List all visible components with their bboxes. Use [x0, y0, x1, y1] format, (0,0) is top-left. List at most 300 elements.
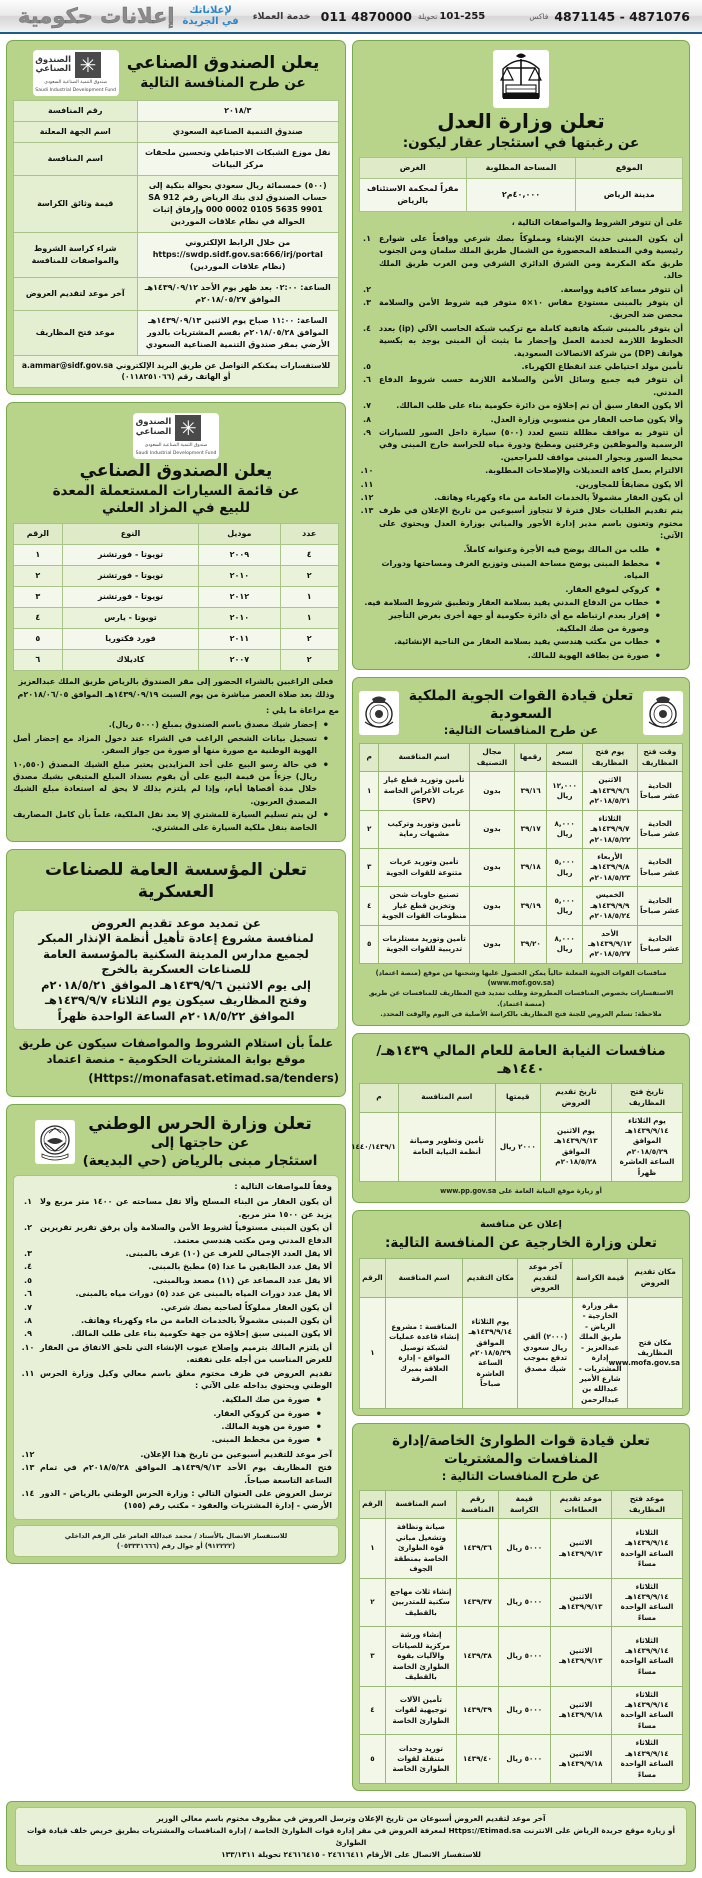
cell-type: فورد فكتوريا — [62, 628, 199, 649]
emergency-forces-card — [352, 1423, 690, 1791]
table-row — [360, 848, 683, 886]
cell-open-time: الحادية عشر صباحاً — [637, 772, 682, 810]
list-item: ١٣. فتح المظاريف يوم الأحد ١٤٣٩/٩/١٣هـ الموافق ٢٠١٨/٥/٢٨م في تمام الساعة التاسعة صباحاً. — [21, 1463, 333, 1485]
sidf-tender-label: موعد فتح المظاريف — [14, 311, 138, 356]
col-header-model: موديل — [199, 523, 280, 544]
list-item: ١٠. أن يلتزم المالك بترميم وإصلاح عيوب الإنشاء التي تلحق الاتفاق من العقار للغرض المناسب من أجله على نفقته. — [21, 1342, 332, 1365]
col-header-type: النوع — [62, 523, 199, 544]
sidf-tender-value: (٥٠٠) خمسمائة ريال سعودي بحوالة بنكية إلى حساب الصندوق لدى بنك الرياض رقم SA 912 000 0002 0105 5635 9901 وإرفاق إثبات الحوالة في نظام علاقات الموردين — [137, 176, 339, 233]
page-footer — [6, 1801, 696, 1872]
cell-open-time: الحادية عشر صباحاً — [637, 925, 682, 963]
sidf-logo-ar-line2: الصناعي — [135, 426, 172, 437]
extension-number: 101-255 — [439, 10, 486, 22]
sidf-auction-table — [13, 523, 339, 671]
list-item: ٦. أن تتوفر فيه جميع وسائل الأمن والسلامة اللازمة حسب شروط الدفاع المدني. — [363, 375, 683, 397]
cell-open-date: يوم الثلاثاء ١٤٣٩/٩/١٤هـ الموافق ٢٠١٨/٥/٢٩م الساعة العاشرة ظهراً — [611, 1112, 682, 1182]
cell-idx: ١ — [360, 1297, 386, 1408]
military-industries-title: تعلن المؤسسة العامة للصناعات العسكرية — [44, 860, 308, 902]
col-header-name: اسم المنافسة — [385, 1258, 463, 1297]
cell-booklet-value: مقر وزارة الخارجية - الرياض - طريق الملك عبدالعزيز - إدارة المشتريات - شارع الأمير عبدالله بن عبدالرحمن — [573, 1297, 628, 1408]
ng-intro: وفقاً للمواصفات التالية : — [234, 1181, 332, 1191]
sidf-tender-label: اسم المنافسة — [14, 143, 138, 176]
col-header-tender-no: رقم المنافسة — [456, 1490, 498, 1518]
left-column — [352, 40, 690, 1791]
sidf-tender-value: من خلال الرابط الإلكتروني https://swdp.sidf.gov.sa:666/irj/portal (نظام علاقات الموردين) — [137, 233, 339, 278]
mi-note1: علماً بأن استلام الشروط والمواصفات سيكون عن طريق — [18, 1036, 334, 1051]
col-header-count: عدد — [280, 523, 339, 544]
sidf-tender-label: رقم المنافسة — [14, 101, 138, 122]
mi-line1: عن تمديد موعد تقديم العروض — [91, 915, 261, 930]
cell-open-date: الثلاثاء ١٤٣٩/٩/١٤هـ الساعة الواحدة مساءً — [611, 1735, 682, 1784]
national-guard-attachments — [20, 1394, 332, 1447]
sidf-auction-subtitle1: عن قائمة السيارات المستعملة المعدة — [52, 482, 300, 499]
col-header-idx: الرقم — [360, 1490, 386, 1518]
ef-subtitle: عن طرح المنافسات التالية : — [441, 1469, 601, 1484]
sidf-tender-label: قيمة وثائق الكراسة — [14, 176, 138, 233]
cell-submit-date: الاثنين ١٤٣٩/٩/١٨هـ — [550, 1686, 611, 1735]
cell-number: ٣٩/١٧ — [515, 810, 547, 848]
table-row — [360, 1735, 683, 1784]
table-row — [360, 1686, 683, 1735]
masthead-title: إعلانات حكومية — [18, 4, 175, 28]
sidf-auction-logo — [133, 413, 219, 459]
cell-price: ٨,٠٠٠ ريال — [547, 810, 583, 848]
justice-emblem-icon — [493, 50, 549, 108]
rsaf-header — [359, 684, 683, 743]
customer-service-label: خدمة العملاء — [252, 10, 311, 22]
table-row — [360, 1627, 683, 1686]
cell-idx: ١٤٤٠/١٤٣٩/١ — [360, 1112, 399, 1182]
sidf-tender-table — [13, 100, 339, 388]
col-header-name: اسم المنافسة — [379, 743, 469, 771]
sidf-auction-subtitle2: للبيع في المزاد العلني — [101, 500, 251, 517]
cell-price: ١٢,٠٠٠ ريال — [547, 772, 583, 810]
cell-idx: ١ — [360, 772, 379, 810]
justice-subtitle: عن رغبتها في استئجار عقار ليكون: — [402, 134, 640, 151]
list-item: ١١. ألا يكون مضايقاً للمجاورين. — [360, 479, 683, 489]
cell-number: ٣٩/١٩ — [515, 887, 547, 925]
col-header-open-date: تاريخ فتح المظاريف — [611, 1084, 682, 1112]
col-header-name: اسم المنافسة — [385, 1490, 456, 1518]
national-guard-deadlines — [20, 1449, 332, 1513]
cell-model: ٢٠١٠ — [199, 565, 280, 586]
justice-conditions — [359, 233, 683, 542]
cell-number: ٤ — [14, 607, 63, 628]
cell-idx: ٢ — [360, 1578, 386, 1627]
table-row — [14, 628, 339, 649]
list-item: ٧. أن يكون العقار مملوكاً لصاحبه بصك شرعي. — [24, 1302, 332, 1312]
col-header-submit-place: مكان التقديم — [463, 1258, 518, 1297]
cell-name: تأمين وتوريد وتركيب مشبهات رماية — [379, 810, 469, 848]
table-row — [360, 179, 683, 212]
cell-name: تأمين وتوريد قطع غيار عربات الأغراض الخاصة (SPV) — [379, 772, 469, 810]
table-row — [14, 544, 339, 565]
table-row — [14, 233, 339, 278]
table-row — [14, 278, 339, 311]
col-header-class: مجال التصنيف — [469, 743, 514, 771]
cell-number: ٢ — [14, 565, 63, 586]
table-header-row — [14, 523, 339, 544]
table-header-row — [360, 1490, 683, 1518]
cell-purpose: مقراً لمحكمة الاستئناف بالرياض — [360, 179, 467, 212]
cell-deadline: (٢٠٠٠) ألفي ريال سعودي تدفع بموجب شيك مصدق — [518, 1297, 573, 1408]
table-row — [14, 649, 339, 670]
sidf-tender-header — [13, 47, 339, 100]
cell-price: ٨,٠٠٠ ريال — [547, 925, 583, 963]
sidf-tender-title: يعلن الصندوق الصناعي — [126, 53, 320, 74]
cell-class: بدون — [469, 887, 514, 925]
sidf-auction-card — [6, 402, 346, 842]
list-item: ٣. ألا يقل العدد الإجمالي للغرف عن (١٠) غرف بالمبنى. — [24, 1249, 332, 1259]
ng-contact-line1: (٩١٢٢٢٢) أو جوال رقم (٠٥٣٣٣١٦٦٦) — [116, 1542, 236, 1551]
table-header-row — [360, 1084, 683, 1112]
military-industries-body — [13, 910, 339, 1031]
cell-type: كاديلاك — [62, 649, 199, 670]
cell-submit-date: الاثنين ١٤٣٩/٩/١٣هـ — [550, 1627, 611, 1686]
foreign-ministry-table — [359, 1258, 683, 1410]
rsaf-note2: الاستفسارات بخصوص المنافسات المطروحة وطلب تمديد فتح المظاريف للمنافسات عن طريق (منصة اعتماد). — [368, 989, 674, 1008]
list-item: • صورة من كروكي العقار. — [20, 1408, 322, 1420]
cell-count: ٢ — [280, 565, 339, 586]
col-header-purpose: الغرض — [360, 158, 467, 179]
list-item: • صورة من مخطط المبنى. — [20, 1434, 322, 1446]
col-header-location: الموقع — [576, 158, 683, 179]
rsaf-note1: منافسات القوات الجوية المعلنة حالياً يمكن الحصول عليها وشحنها من موقع (منصة اعتماد) (www.mof.gov.sa) — [375, 968, 667, 988]
cell-idx: ٥ — [360, 1735, 386, 1784]
cell-class: بدون — [469, 848, 514, 886]
footer-line1: آخر موعد لتقديم العروض أسبوعان من تاريخ الإعلان وترسل العروض في مظروف مختوم باسم معالي الوزير — [156, 1814, 546, 1824]
list-item: ١. أن يكون العقار من البناء المسلح وألا تقل مساحته عن ١٤٠٠ متر مربع ولا يزيد عن ١٥٠٠ متر مربع. — [24, 1197, 332, 1219]
right-column — [6, 40, 346, 1791]
list-item: ١٤. ترسل العروض على العنوان التالي : وزارة الحرس الوطني بالرياض - الدور الأرضي - إدارة المشتريات والعقود - مكتب رقم (١٥٥) — [21, 1489, 332, 1511]
rsaf-card — [352, 677, 690, 1026]
list-item: ٦. ألا يقل عدد دورات المياه بالمبنى عن عدد (٥) دورات مياه بالمبنى. — [24, 1289, 332, 1299]
ng-contact-label: للاستفسار الاتصال بالأستاذ / محمد عبدالله العامر على الرقم الداخلي — [64, 1531, 288, 1540]
prosecution-footer[interactable]: أو زيارة موقع النيابة العامة على www.pp.gov.sa — [440, 1187, 602, 1196]
military-industries-card — [6, 849, 346, 1097]
list-item: ٣. أن يتوفر بالمبنى مستودع مقاس ١٠×٥ متوفر فيه شروط الأمن والسلامة محصن ضد الحريق. — [363, 298, 683, 320]
cell-submit-place: يوم الثلاثاء ١٤٣٩/٩/١٤هـ الموافق ٢٠١٨/٥/٢٩م الساعة العاشرة صباحاً — [463, 1297, 518, 1408]
table-row — [360, 1519, 683, 1578]
cell-open-date: الثلاثاء ١٤٣٩/٩/١٤هـ الساعة الواحدة مساءً — [611, 1627, 682, 1686]
cell-class: بدون — [469, 772, 514, 810]
fm-eyebrow: إعلان عن منافسة — [480, 1219, 562, 1231]
sidf-logo-caption-ar: صندوق التنمية الصناعية السعودي — [144, 442, 208, 448]
foreign-ministry-card — [352, 1210, 690, 1416]
table-row — [360, 925, 683, 963]
cell-number: ١ — [14, 544, 63, 565]
list-item: • خطاب من مكتب هندسي يفيد بسلامة العقار من الناحية الإنشائية. — [359, 636, 661, 648]
cell-idx: ٤ — [360, 887, 379, 925]
cell-count: ٢ — [280, 628, 339, 649]
cell-open-day: الأحد ١٤٣٩/٩/١٢هـ ٢٠١٨/٥/٢٧م — [582, 925, 637, 963]
table-row — [14, 101, 339, 122]
cell-model: ٢٠١١ — [199, 628, 280, 649]
justice-conditions-intro: على أن تتوفر الشروط والمواصفات التالية ، — [511, 218, 683, 228]
cell-count: ١ — [280, 586, 339, 607]
prosecution-table — [351, 1083, 683, 1182]
list-item: • إقرار بعدم ارتباطه مع أي دائرة حكومية أو جهة أخرى بغرض التأجير وصورة من صك الملكية. — [359, 610, 661, 635]
sidf-auction-notes — [13, 719, 339, 834]
list-item: • تسجيل بيانات الشخص الراغب في الشراء عند دخول المزاد مع إحضار أصل الهوية الوطنية مع صورة منها أو صورة من جواز السفر. — [13, 733, 329, 758]
list-item: • طلب من المالك يوضح فيه الأجرة وعنوانه كاملاً. — [359, 544, 661, 556]
sidf-logo-caption-ar: صندوق التنمية الصناعية السعودي — [44, 80, 108, 85]
cell-type: تويوتا - فورتشنر — [62, 544, 199, 565]
fax-number: 4871145 - 4871076 — [554, 8, 690, 24]
col-header-submit-date: تاريخ تقديم العروض — [540, 1084, 611, 1112]
table-header-row — [360, 1258, 683, 1297]
cell-open-date: الثلاثاء ١٤٣٩/٩/١٤هـ الساعة الواحدة مساءً — [611, 1686, 682, 1735]
cell-value: ٢٠٠٠ ريال — [495, 1112, 540, 1182]
list-item: ٨. أن يكون المبنى مشمولاً بالخدمات العامة من ماء وكهرباء وهاتف. — [24, 1315, 332, 1325]
list-item: ١٣. يتم تقديم الطلبات خلال فترة لا تتجاوز أسبوعين من تاريخ الإعلان في ظرف مختوم وتعنون باسم مدير إدارة الأجور والمباني بوزارة العدل ويحتوي على الآتي: — [360, 506, 683, 541]
ef-title: تعلن قيادة قوات الطوارئ الخاصة/إدارة المنافسات والمشتريات — [392, 1433, 650, 1467]
sidf-tender-subtitle: عن طرح المنافسة التالية — [140, 75, 306, 92]
cell-name: تصنيع حاويات شحن وتخزين قطع غيار منظومات القوات الجوية — [379, 887, 469, 925]
col-header-number: رقمها — [515, 743, 547, 771]
rsaf-title: تعلن قيادة القوات الجوية الملكية السعودية — [408, 687, 634, 723]
cell-tender-no: ١٤٣٩/٣٨ — [456, 1627, 498, 1686]
col-header-open-time: وقت فتح المظاريف — [637, 743, 682, 771]
cell-idx: ٥ — [360, 925, 379, 963]
col-header-number: الرقم — [14, 523, 63, 544]
cell-name: تأمين وتطوير وصيانة أنظمة النيابة العامة — [398, 1112, 495, 1182]
sidf-tender-label: آخر موعد لتقديم العروض — [14, 278, 138, 311]
mi-line2: لمنافسة مشروع إعادة تأهيل أنظمة الإنذار المبكر لجميع مدارس المدينة السكنية بالمؤسسة العامة للصناعات العسكرية بالخرج — [38, 931, 314, 977]
prosecution-card — [352, 1033, 690, 1203]
mi-note3[interactable]: (Https://monafasat.etimad.sa/tenders) — [88, 1071, 339, 1086]
list-item: ٨. وألا يكون صاحب العقار من منسوبي وزارة العدل. — [363, 414, 683, 424]
table-row — [14, 356, 339, 388]
cell-number: ٣٩/١٨ — [515, 848, 547, 886]
sidf-auction-intro: فعلى الراغبين بالشراء الحضور إلى مقر الصندوق بالرياض طريق الملك عبدالعزيز وذلك بعد صلاة العصر مباشرة من يوم السبت ١٤٣٩/٠٩/١٩هـ الموافق ٢٠١٨/٠٦/٠٥م — [17, 676, 335, 699]
national-guard-conditions — [20, 1196, 332, 1392]
cell-submit-date: الاثنين ١٤٣٩/٩/١٣هـ — [550, 1519, 611, 1578]
cell-number: ٣٩/٢٠ — [515, 925, 547, 963]
cell-number: ٣٩/١٦ — [515, 772, 547, 810]
footer-line3: للاستفسار الاتصال على الأرقام ٢٤٦١٦٤١١ - ٢٤٦١٦٤١٥ تحويلة ١٣٣/١٣١١ — [221, 1849, 481, 1859]
cell-count: ١ — [280, 607, 339, 628]
list-item: ١٠. الالتزام بعمل كافة التعديلات والإصلاحات المطلوبة. — [360, 466, 683, 476]
col-header-deadline: آخر موعد لتقديم العروض — [518, 1258, 573, 1297]
sidf-logo-ar-line2: الصناعي — [35, 64, 72, 74]
cell-type: تويوتا - فورتشنر — [62, 586, 199, 607]
table-row — [14, 176, 339, 233]
sidf-tender-label: اسم الجهة المعلنة — [14, 122, 138, 143]
col-header-submit-date: موعد تقديم العطاءات — [550, 1490, 611, 1518]
cell-open-date: الثلاثاء ١٤٣٩/٩/١٤هـ الساعة الواحدة مساءً — [611, 1578, 682, 1627]
sidf-tender-card — [6, 40, 346, 395]
list-item: ٥. ألا يقل عدد المصاعد عن (١١) مصعد وبالمبنى. — [24, 1275, 332, 1285]
list-item: • إحضار شيك مصدق باسم الصندوق بمبلغ (٥٠٠٠ ريال). — [13, 719, 329, 731]
cell-type: تويوتا - فورتشنر — [62, 565, 199, 586]
sidf-tender-label: شراء كراسة الشروط والمواصفات للمنافسة — [14, 233, 138, 278]
table-row — [14, 143, 339, 176]
sidf-logo — [33, 50, 119, 96]
table-row — [360, 1112, 683, 1182]
extension-label: تحويلة — [417, 11, 438, 21]
cell-submit-date: الاثنين ١٤٣٩/٩/١٨هـ — [550, 1735, 611, 1784]
national-guard-contact — [13, 1525, 339, 1557]
cell-idx: ٢ — [360, 810, 379, 848]
cell-tender-no: ١٤٣٩/٤٠ — [456, 1735, 498, 1784]
sidf-logo-ar-line1: الصندوق — [135, 417, 172, 428]
sidf-logo-ar-line1: الصندوق — [35, 54, 72, 65]
list-item: ١. أن يكون المبنى حديث الإنشاء ومملوكاً بصك شرعي وواقعاً على شوارع رئيسية وفي المنطقة المحصورة من الشمال طريق الملك سلمان ومن الجنوب طريق مكة المكرمة ومن الشرق الدائري الشرقي ومن الغرب طريق الملك خالد. — [363, 234, 683, 281]
table-row — [360, 772, 683, 810]
rsaf-emblem-icon-right — [359, 691, 399, 735]
cell-booklet-value: ٥٠٠٠ ريال — [498, 1519, 550, 1578]
list-item: ٤. أن يتوفر بالمبنى شبكة هاتفية كاملة مع تركيب شبكة الحاسب الآلي (ip) بعدد الخطوط اللازمة لخدمة العمل وإحضار ما يثبت أن المبنى يوجد به بكسية هواتف (DP) من شركة الاتصالات السعودية. — [363, 323, 683, 358]
list-item: ٢. أن تتوفر مساعد كافية وواسعة. — [363, 284, 683, 294]
cell-open-day: الثلاثاء ١٤٣٩/٩/٧هـ ٢٠١٨/٥/٢٢م — [582, 810, 637, 848]
fm-website[interactable]: www.mofa.gov.sa — [608, 1358, 680, 1368]
cell-class: بدون — [469, 925, 514, 963]
list-item: ٥. تأمين مولد احتياطي عند انقطاع الكهرباء. — [363, 362, 683, 371]
table-header-row — [360, 743, 683, 771]
prosecution-title: منافسات النيابة العامة للعام المالي ١٤٣٩هـ/١٤٤٠هـ — [376, 1043, 666, 1077]
emergency-forces-table — [359, 1490, 683, 1784]
cell-count: ٤ — [280, 544, 339, 565]
national-guard-headline: استئجار مبنى بالرياض (حي البديعة) — [82, 1152, 318, 1169]
justice-table — [359, 157, 683, 212]
masthead-subtitle-line2: في الجريدة — [182, 16, 239, 27]
cell-model: ٢٠٠٩ — [199, 544, 280, 565]
mi-note2: موقع بوابة المشتريات الحكومية - منصة اعتماد — [46, 1051, 306, 1066]
cell-open-time: الحادية عشر صباحاً — [637, 810, 682, 848]
table-row — [14, 586, 339, 607]
list-item: • لن يتم تسليم السيارة للمشتري إلا بعد نقل الملكية، علماً بأن كامل المصاريف الخاصة بنقل ملكية السيارة على المشتري. — [13, 809, 329, 834]
cell-name: تأمين وتوريد مستلزمات تدريبية للقوات الجوية — [379, 925, 469, 963]
cell-booklet-value: ٥٠٠٠ ريال — [498, 1686, 550, 1735]
table-row — [14, 122, 339, 143]
table-row — [360, 887, 683, 925]
cell-name: صيانة ونظافة وتشغيل مباني قوة الطوارئ الخاصة بمنطقة الجوف — [385, 1519, 456, 1578]
justice-title: تعلن وزارة العدل — [437, 109, 605, 133]
cell-submit-date: الاثنين ١٤٣٩/٩/١٣هـ — [550, 1578, 611, 1627]
cell-number: ٦ — [14, 649, 63, 670]
cell-tender-no: ١٤٣٩/٣٦ — [456, 1519, 498, 1578]
table-header-row — [360, 158, 683, 179]
cell-booklet-value: ٥٠٠٠ ريال — [498, 1578, 550, 1627]
cell-open-day: الخميس ١٤٣٩/٩/٩هـ ٢٠١٨/٥/٢٤م — [582, 887, 637, 925]
justice-card — [352, 40, 690, 670]
cell-idx: ٤ — [360, 1686, 386, 1735]
sidf-tender-value: صندوق التنمية الصناعية السعودي — [137, 122, 339, 143]
table-row — [14, 311, 339, 356]
cell-class: بدون — [469, 810, 514, 848]
list-item: • صورة من بطاقة الهوية للمالك. — [359, 650, 661, 662]
rsaf-emblem-icon-left — [643, 691, 683, 735]
cell-name: توريد وحدات متنقلة لقوات الطوارئ الخاصة — [385, 1735, 456, 1784]
cell-open-day: الاثنين ١٤٣٩/٩/٦هـ ٢٠١٨/٥/٢١م — [582, 772, 637, 810]
list-item: ٢. أن يكون المبنى مستوفياً لشروط الأمن والسلامة وأن يرفق تقرير تقريرين الدفاع المدني ومن مكتب هندسي معتمد. — [24, 1223, 332, 1245]
masthead — [0, 0, 702, 34]
sidf-tender-value: نقل موزع الشبكات الاحتياطي وتحسين ملحقات مركز البيانات — [137, 143, 339, 176]
masthead-subtitle — [175, 5, 247, 27]
list-item: ٤. ألا يقل عدد الطابقين ما عدا (٥) مطبخ بالمبنى. — [24, 1262, 332, 1272]
sidf-tender-value: ٢٠١٨/٣ — [137, 101, 339, 122]
cell-price: ٥,٠٠٠ ريال — [547, 887, 583, 925]
national-guard-subtitle: عن حاجتها إلى — [150, 1135, 250, 1152]
list-item: ٩. ألا يكون المبنى سبق إخلاؤه من جهة حكومية بناء على طلب المالك. — [24, 1329, 332, 1339]
list-item: • صورة من هوية المالك. — [20, 1421, 322, 1433]
national-guard-card — [6, 1104, 346, 1565]
cell-open-time: الحادية عشر صباحاً — [637, 887, 682, 925]
col-header-name: اسم المنافسة — [398, 1084, 495, 1112]
sidf-tender-value: الساعة: ٠٢:٠٠ بعد ظهر يوم الأحد ١٤٣٩/٠٩/١٢هـ الموافق ٢٠١٨/٠٥/٢٧م — [137, 278, 339, 311]
national-guard-header — [13, 1111, 339, 1175]
national-guard-body — [13, 1175, 339, 1520]
cell-name: تأمين الآلات توجيهية لقوات الطوارئ الخاصة — [385, 1686, 456, 1735]
cell-model: ٢٠١٠ — [199, 607, 280, 628]
cell-location: مدينة الرياض — [576, 179, 683, 212]
national-guard-emblem-icon — [35, 1120, 75, 1164]
table-row — [360, 810, 683, 848]
list-item: ٧. ألا يكون العقار سبق أن تم إخلاؤه من دائرة حكومية بناء على طلب المالك. — [363, 401, 683, 411]
fax-label: فاكس — [529, 11, 549, 21]
cell-model: ٢٠١٢ — [199, 586, 280, 607]
cell-booklet-value: ٥٠٠٠ ريال — [498, 1627, 550, 1686]
cell-name: إنشاء ورشة مركزية للصيانات والآليات بقوة الطوارئ الخاصة بالقطيف — [385, 1627, 456, 1686]
page-grid — [0, 34, 702, 1797]
col-header-value: قيمتها — [495, 1084, 540, 1112]
cell-tender-no: ١٤٣٩/٣٩ — [456, 1686, 498, 1735]
masthead-subtitle-line1: لإعلاناتك — [189, 5, 232, 16]
col-header-price: سعر النسخة — [547, 743, 583, 771]
cell-tender-no: ١٤٣٩/٣٧ — [456, 1578, 498, 1627]
list-item: ١١. تقديم العروض في ظرف مختوم مغلق باسم معالي وكيل وزارة الحرس الوطني ويحتوي بداخله على الآتي : — [21, 1368, 332, 1390]
fm-title: تعلن وزارة الخارجية عن المنافسة التالية: — [385, 1235, 657, 1252]
rsaf-subtitle: عن طرح المنافسات التالية: — [443, 723, 599, 738]
footer-line2: أو زيارة موقع جريدة الرياض على الانترنت Https://Etimad.sa لمعرفة العروض في مقر إدارة قوات الطوارئ الخاصة / إدارة المنافسات والمشتريات بطريق خريص خلف قيادة قوات الطوارئ — [26, 1825, 676, 1847]
sidf-auction-notes-title: مع مراعاة ما يلي : — [266, 705, 339, 715]
national-guard-title: تعلن وزارة الحرس الوطني — [88, 1113, 312, 1134]
col-header-area: المساحة المطلوبة — [466, 158, 576, 179]
cell-number: ٥ — [14, 628, 63, 649]
cell-idx: ٣ — [360, 848, 379, 886]
cell-offer-place: مكان فتح المظاريف www.mofa.gov.sa — [628, 1297, 683, 1408]
list-item: ٩. أن تتوفر به مواقف مظللة تتسع لعدد (٥٠٠) سيارة داخل السور للسيارات الرسمية والموظفين وغرفتين ومطبخ ودورة مياه للحراسة خارج المبنى وفي محيط السور وبجوار المبنى مواقف للمراجعين. — [363, 427, 683, 462]
col-header-booklet-value: قيمة الكراسة — [498, 1490, 550, 1518]
cell-number: ٣ — [14, 586, 63, 607]
list-item: • صورة من صك الملكية. — [20, 1394, 322, 1406]
sidf-auction-title: يعلن الصندوق الصناعي — [79, 460, 273, 481]
mi-line3: إلى يوم الاثنين ١٤٣٩/٩/٦هـ الموافق ٢٠١٨/٥/٢١م — [41, 977, 311, 992]
cell-idx: ٣ — [360, 1627, 386, 1686]
col-header-offer-place: مكان تقديم العروض — [628, 1258, 683, 1297]
table-row — [360, 1297, 683, 1408]
list-item: • في حالة رسو البيع على أحد المزايدين يعتبر مبلغ الشيك المصدق (١٠,٥٥٠ ريال) جزءاً من قيمة البيع على أن يقوم بسداد المبلغ المتبقي بشيك مصدق خلال مدة أقصاها أيام، وإذا لم يلتزم بذلك لا يحق له استعادة مبلغ الشيك المصدق العربون. — [13, 759, 329, 809]
col-header-idx: م — [360, 743, 379, 771]
list-item: ١٢. آخر موعد للتقديم أسبوعين من تاريخ هذا الإعلان. — [21, 1449, 332, 1459]
cell-idx: ١ — [360, 1519, 386, 1578]
list-item: • خطاب من الدفاع المدني يفيد بسلامة العقار وتطبيق شروط السلامة فيه. — [359, 597, 661, 609]
col-header-booklet-value: قيمة الكراسة — [573, 1258, 628, 1297]
col-header-idx: الرقم — [360, 1258, 386, 1297]
cell-open-time: الحادية عشر صباحاً — [637, 848, 682, 886]
list-item: • كروكي لموقع العقار. — [359, 584, 661, 596]
justice-bullets — [359, 544, 683, 662]
cell-price: ٥,٠٠٠ ريال — [547, 848, 583, 886]
list-item: ١٢. أن يكون العقار مشمولاً بالخدمات العامة من ماء وكهرباء وهاتف. — [360, 492, 683, 502]
sidf-tender-footer: للاستفسارات يمكنكم التواصل عن طريق البريد الإلكتروني a.ammar@sidf.gov.sa أو الهاتف رقم (٠١١٨٢٥١٠٦٦) — [14, 356, 339, 388]
sidf-logo-caption-en: Saudi Industrial Development Fund — [135, 450, 217, 456]
cell-name: المنافسة : مشروع إنشاء قاعدة عمليات لشبكة توصيل المواقع - إدارة العلاقة بمبرك الصرفة — [385, 1297, 463, 1408]
cell-open-date: الثلاثاء ١٤٣٩/٩/١٤هـ الساعة الواحدة مساءً — [611, 1519, 682, 1578]
col-header-open-date: موعد فتح المظاريف — [611, 1490, 682, 1518]
col-header-idx: م — [360, 1084, 399, 1112]
